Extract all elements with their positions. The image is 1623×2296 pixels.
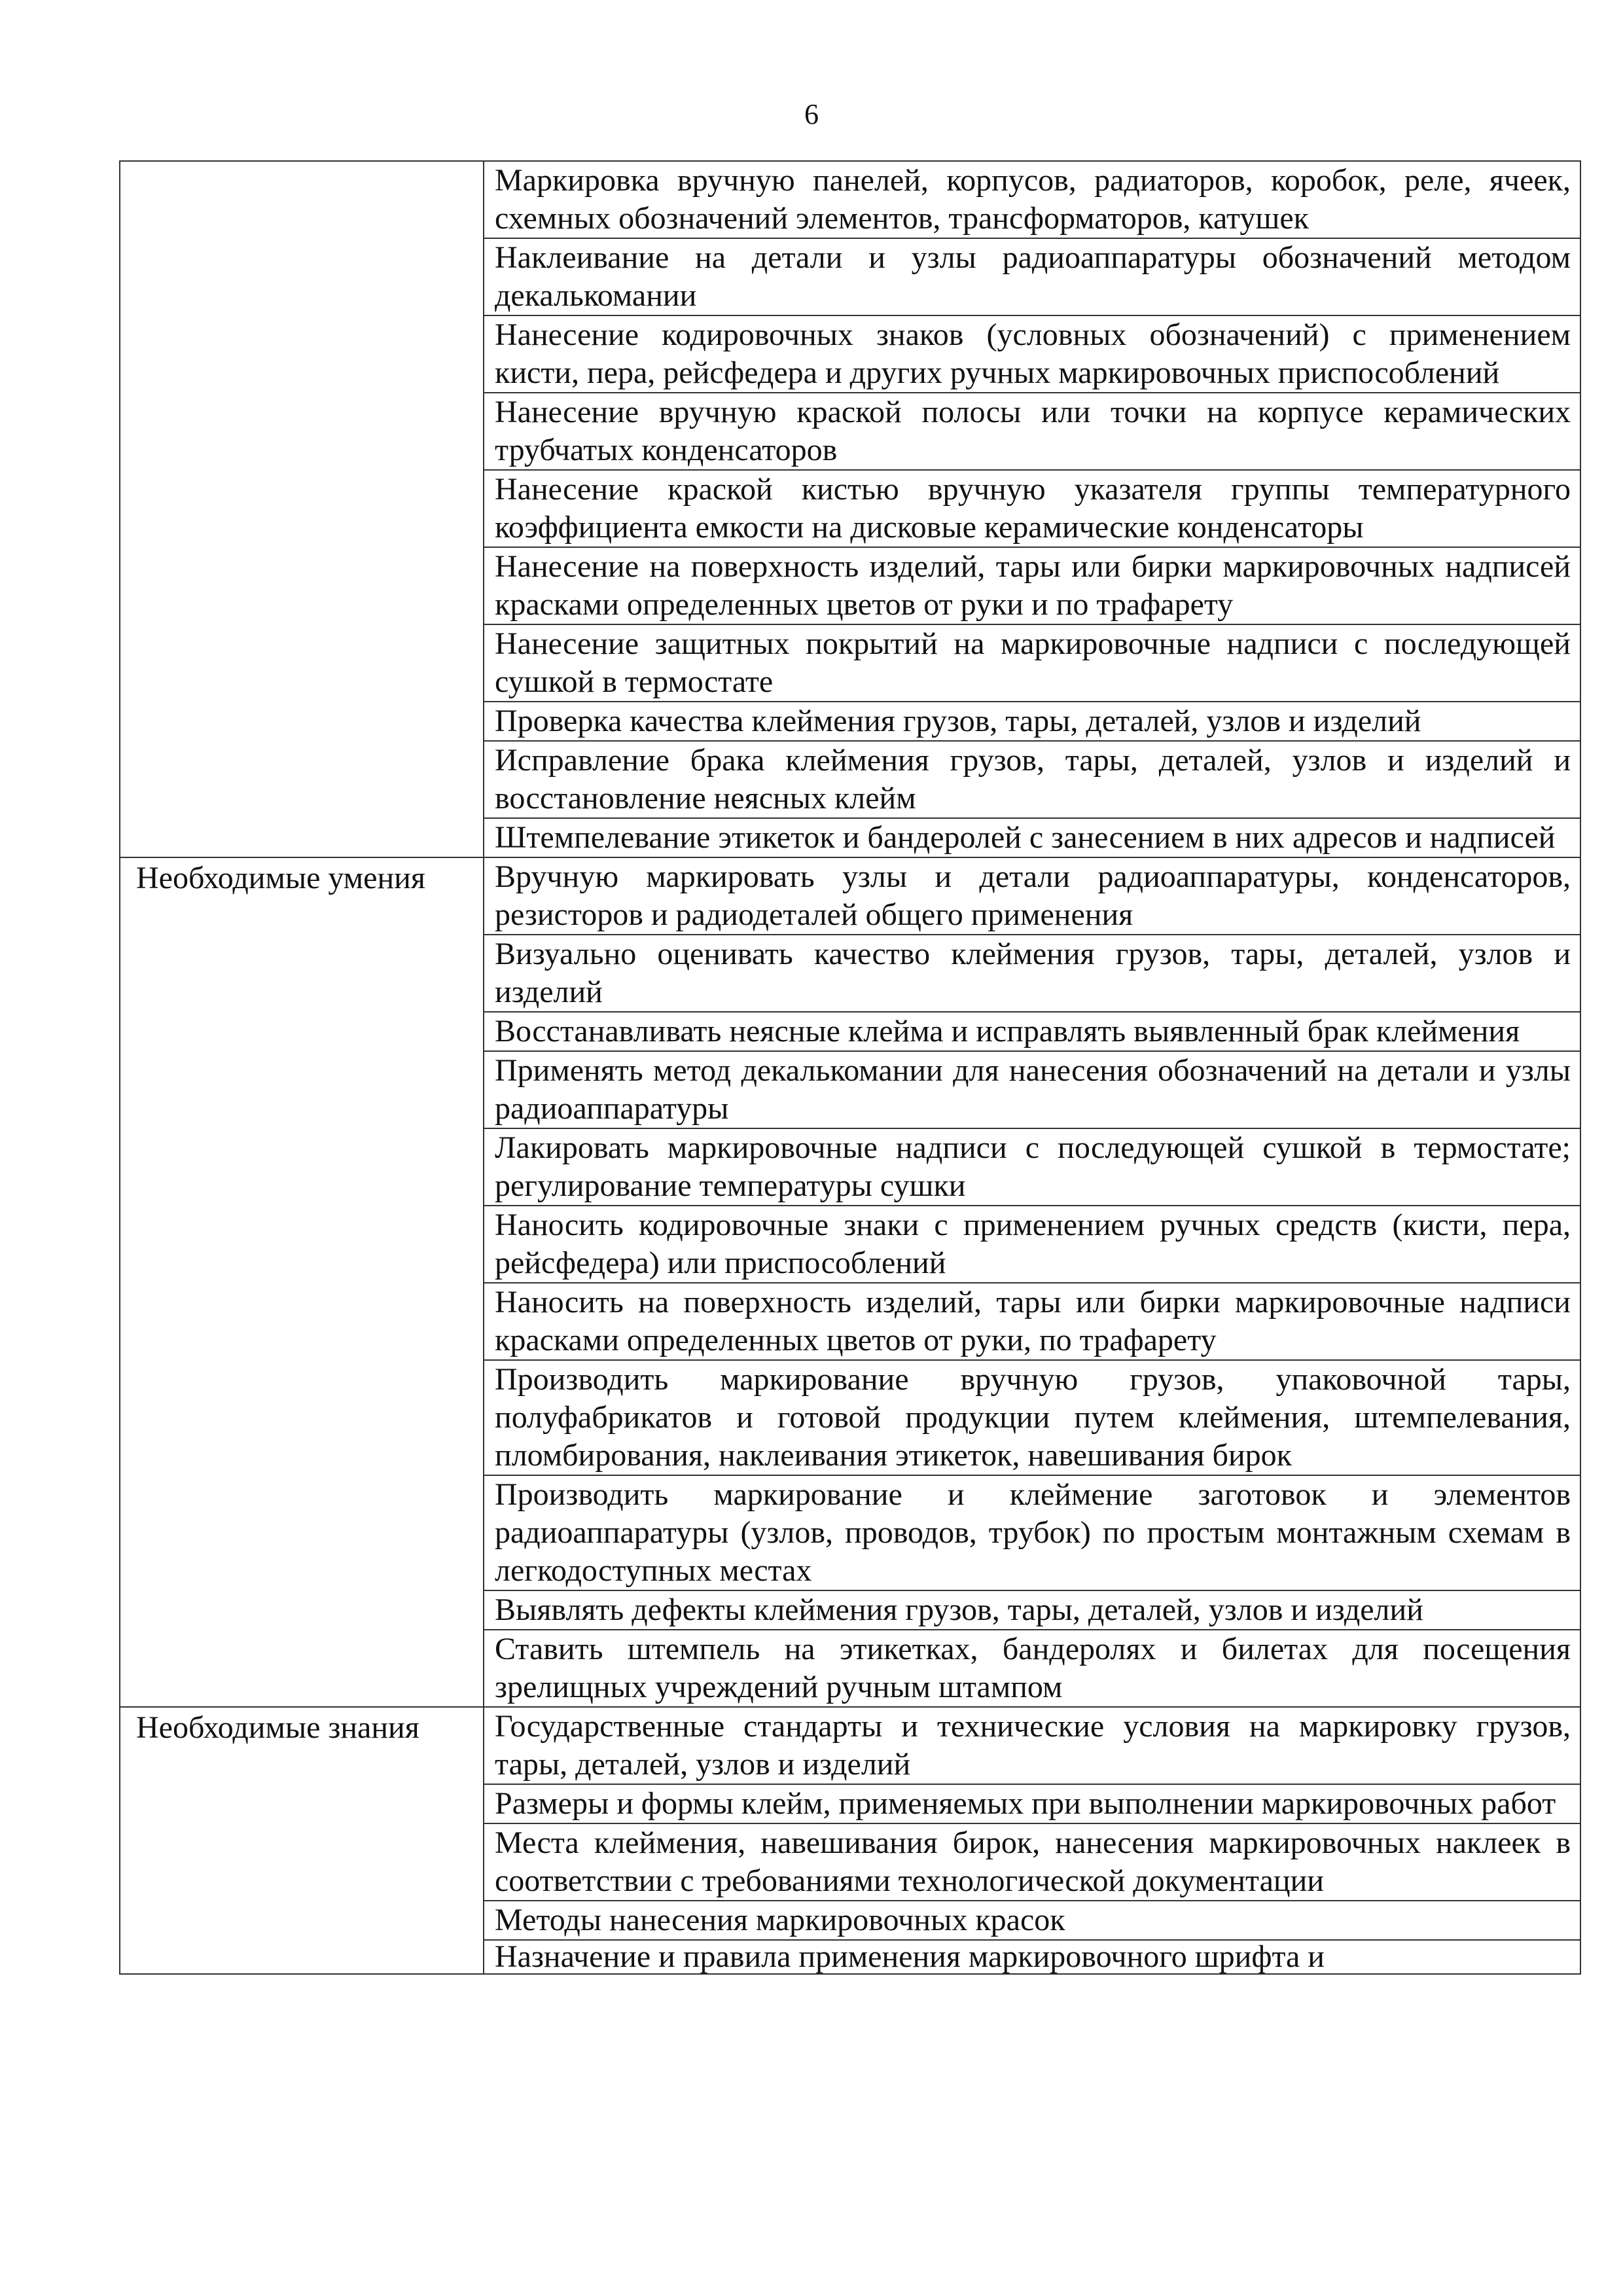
section-label: Необходимые знания	[120, 1707, 484, 1974]
table-cell: Наносить на поверхность изделий, тары или бирки маркировочные надписи красками определенных цветов от руки, по трафарету	[484, 1283, 1580, 1360]
table-cell: Вручную маркировать узлы и детали радиоаппаратуры, конденсаторов, резисторов и радиодеталей общего применения	[484, 857, 1580, 935]
table-cell: Наносить кодировочные знаки с применением ручных средств (кисти, пера, рейсфедера) или приспособлений	[484, 1206, 1580, 1283]
table-body	[120, 161, 1580, 1974]
table-row	[120, 161, 1580, 238]
competency-table	[119, 160, 1581, 1975]
table-row	[120, 857, 1580, 935]
table-row	[120, 1707, 1580, 1784]
table-cell: Государственные стандарты и технические условия на маркировку грузов, тары, деталей, узлов и изделий	[484, 1707, 1580, 1784]
table-cell: Визуально оценивать качество клеймения грузов, тары, деталей, узлов и изделий	[484, 935, 1580, 1012]
table-cell: Нанесение на поверхность изделий, тары или бирки маркировочных надписей красками определенных цветов от руки и по трафарету	[484, 547, 1580, 624]
table-cell: Исправление брака клеймения грузов, тары, деталей, узлов и изделий и восстановление неясных клейм	[484, 741, 1580, 818]
page-number: 6	[804, 98, 819, 130]
table-cell: Производить маркирование вручную грузов, упаковочной тары, полуфабрикатов и готовой продукции путем клеймения, штемпелевания, пломбирования, наклеивания этикеток, навешивания бирок	[484, 1360, 1580, 1475]
section-label	[120, 161, 484, 857]
table-cell: Назначение и правила применения маркировочного шрифта и	[484, 1940, 1580, 1974]
table-cell: Маркировка вручную панелей, корпусов, радиаторов, коробок, реле, ячеек, схемных обозначений элементов, трансформаторов, катушек	[484, 161, 1580, 238]
table-cell: Нанесение вручную краской полосы или точки на корпусе керамических трубчатых конденсаторов	[484, 393, 1580, 470]
table-cell: Нанесение краской кистью вручную указателя группы температурного коэффициента емкости на дисковые керамические конденсаторы	[484, 470, 1580, 547]
table-cell: Проверка качества клеймения грузов, тары, деталей, узлов и изделий	[484, 702, 1580, 741]
table-cell: Восстанавливать неясные клейма и исправлять выявленный брак клеймения	[484, 1012, 1580, 1051]
table-cell: Лакировать маркировочные надписи с последующей сушкой в термостате; регулирование температуры сушки	[484, 1128, 1580, 1206]
table-cell: Производить маркирование и клеймение заготовок и элементов радиоаппаратуры (узлов, проводов, трубок) по простым монтажным схемам в легкодоступных местах	[484, 1475, 1580, 1590]
table-cell: Нанесение кодировочных знаков (условных обозначений) с применением кисти, пера, рейсфедера и других ручных маркировочных приспособлений	[484, 315, 1580, 393]
table-cell: Методы нанесения маркировочных красок	[484, 1901, 1580, 1940]
section-label: Необходимые умения	[120, 857, 484, 1707]
table-cell: Выявлять дефекты клеймения грузов, тары, деталей, узлов и изделий	[484, 1590, 1580, 1630]
table-cell: Применять метод декалькомании для нанесения обозначений на детали и узлы радиоаппаратуры	[484, 1051, 1580, 1128]
table-cell: Штемпелевание этикеток и бандеролей с занесением в них адресов и надписей	[484, 818, 1580, 857]
table-cell: Места клеймения, навешивания бирок, нанесения маркировочных наклеек в соответствии с требованиями технологической документации	[484, 1823, 1580, 1901]
table-cell: Наклеивание на детали и узлы радиоаппаратуры обозначений методом декалькомании	[484, 238, 1580, 315]
table-cell: Нанесение защитных покрытий на маркировочные надписи с последующей сушкой в термостате	[484, 624, 1580, 702]
table-cell: Ставить штемпель на этикетках, бандеролях и билетах для посещения зрелищных учреждений ручным штампом	[484, 1630, 1580, 1707]
table-cell: Размеры и формы клейм, применяемых при выполнении маркировочных работ	[484, 1784, 1580, 1823]
